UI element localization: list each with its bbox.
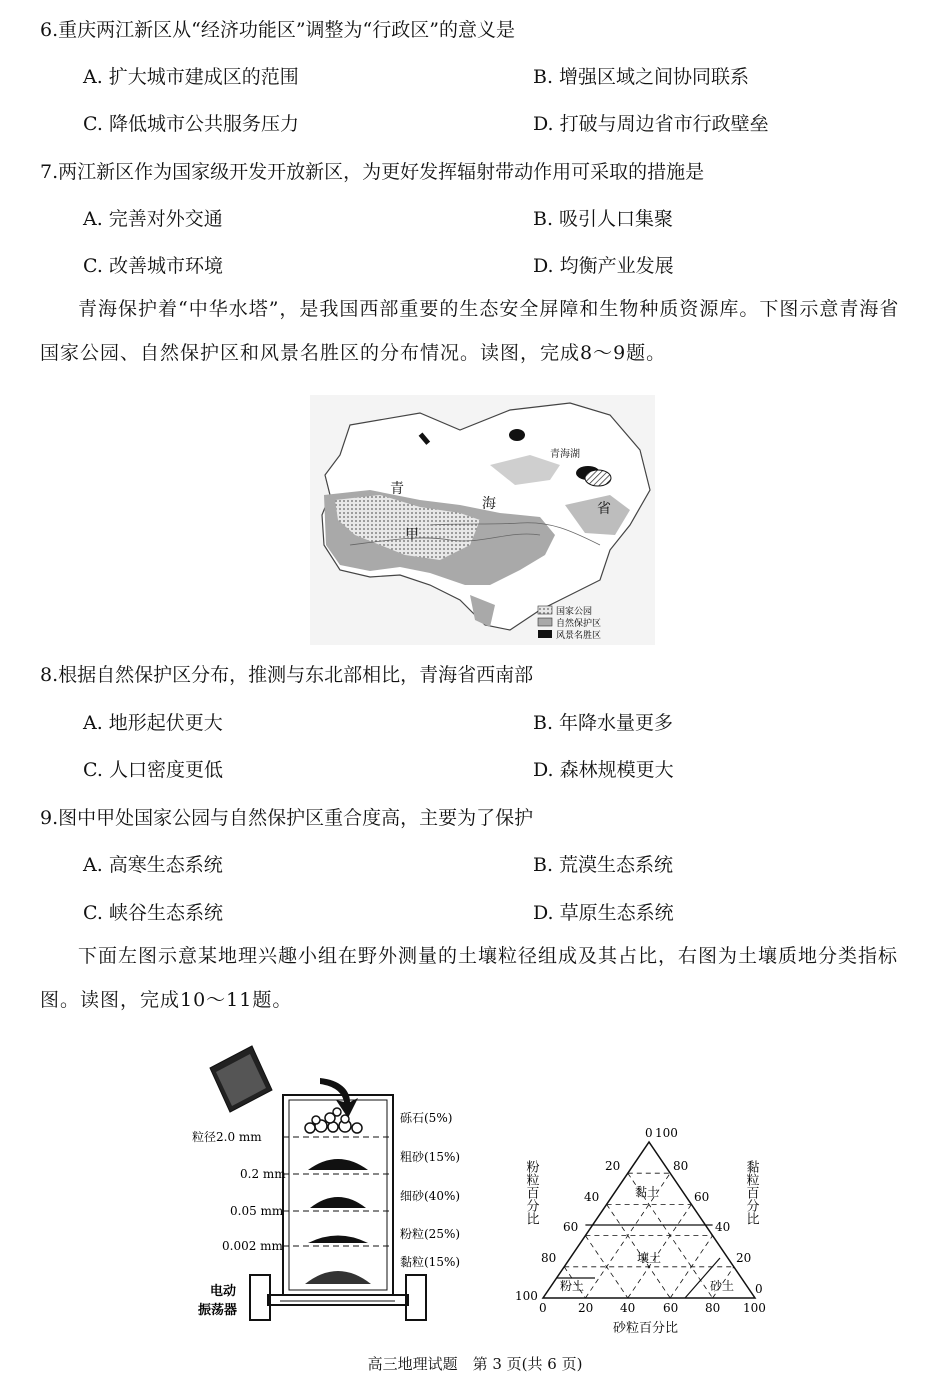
- left-tick-40: 40: [584, 1190, 600, 1204]
- device-label-line2: 振荡器: [198, 1303, 238, 1318]
- device-label-line1: 电动: [210, 1284, 237, 1299]
- right-axis-title: 黏粒百分比: [743, 1160, 759, 1225]
- intro-paragraph-8-9: 青海保护着“中华水塔”，是我国西部重要的生态安全屏障和生物种质资源库。下图示意青海省国家公园、自然保护区和风景名胜区的分布情况。读图，完成8～9题。: [40, 298, 900, 364]
- legend-nature-reserve: 自然保护区: [556, 619, 602, 629]
- question-7-option-b[interactable]: B. 吸引人口集聚: [533, 208, 674, 230]
- right-tick-80: 80: [673, 1159, 689, 1173]
- question-6-option-d[interactable]: D. 打破与周边省市行政壁垒: [533, 113, 769, 135]
- bottom-tick-20: 20: [578, 1301, 594, 1315]
- left-axis-title: 粉粒百分比: [523, 1160, 539, 1225]
- question-9-option-c[interactable]: C. 峡谷生态系统: [83, 902, 223, 924]
- right-tick-40: 40: [715, 1220, 731, 1234]
- bottom-tick-0: 0: [539, 1301, 547, 1315]
- layer-label-coarse-sand: 粗砂(15%): [400, 1150, 461, 1164]
- question-6-stem: 6.重庆两江新区从“经济功能区”调整为“行政区”的意义是: [40, 19, 515, 41]
- left-tick-80: 80: [541, 1251, 557, 1265]
- legend-scenic-area: 风景名胜区: [556, 631, 602, 641]
- size-label-2mm: 粒径2.0 mm: [192, 1130, 262, 1144]
- intro-paragraph-10-11: 下面左图示意某地理兴趣小组在野外测量的土壤粒径组成及其占比，右图为土壤质地分类指标图。读图，完成10～11题。: [40, 945, 899, 1011]
- size-label-0.2mm: 0.2 mm: [240, 1167, 286, 1181]
- question-6-option-c[interactable]: C. 降低城市公共服务压力: [83, 113, 299, 135]
- label-jia: 甲: [405, 527, 419, 543]
- question-9-option-b[interactable]: B. 荒漠生态系统: [533, 854, 674, 876]
- question-7-option-d[interactable]: D. 均衡产业发展: [533, 255, 674, 277]
- question-7-option-c[interactable]: C. 改善城市环境: [83, 255, 223, 277]
- qinghai-map: [310, 395, 655, 645]
- question-9-stem: 9.图中甲处国家公园与自然保护区重合度高，主要为了保护: [40, 807, 534, 829]
- soil-texture-triangle: [505, 1110, 775, 1340]
- question-6-option-a[interactable]: A. 扩大城市建成区的范围: [83, 66, 299, 88]
- question-7-option-a[interactable]: A. 完善对外交通: [83, 208, 223, 230]
- layer-label-fine-sand: 细砂(40%): [400, 1189, 461, 1203]
- left-tick-60: 60: [563, 1220, 579, 1234]
- question-8-stem: 8.根据自然保护区分布，推测与东北部相比，青海省西南部: [40, 664, 534, 686]
- question-7-stem: 7.两江新区作为国家级开发开放新区，为更好发挥辐射带动作用可采取的措施是: [40, 161, 705, 183]
- right-tick-20: 20: [736, 1251, 752, 1265]
- scenic-area: [509, 429, 525, 441]
- region-label-silt: 粉土: [560, 1279, 585, 1293]
- layer-label-clay: 黏粒(15%): [400, 1255, 461, 1269]
- label-qinghai-lake: 青海湖: [550, 449, 580, 460]
- region-label-loam: 壤土: [637, 1251, 662, 1265]
- size-label-0.002mm: 0.002 mm: [222, 1239, 283, 1253]
- label-qing: 青: [390, 481, 404, 497]
- region-label-sand: 砂土: [710, 1279, 735, 1293]
- right-tick-60: 60: [694, 1190, 710, 1204]
- layer-label-gravel: 砾石(5%): [400, 1111, 453, 1125]
- right-tick-100: 100: [655, 1126, 678, 1140]
- question-6-option-b[interactable]: B. 增强区域之间协同联系: [533, 66, 750, 88]
- bottom-tick-100: 100: [743, 1301, 766, 1315]
- question-9-option-a[interactable]: A. 高寒生态系统: [83, 854, 223, 876]
- bottom-axis-title: 砂粒百分比: [613, 1321, 679, 1336]
- question-8-option-b[interactable]: B. 年降水量更多: [533, 712, 674, 734]
- size-label-0.05mm: 0.05 mm: [230, 1204, 284, 1218]
- label-sheng: 省: [597, 501, 611, 517]
- left-tick-20: 20: [605, 1159, 621, 1173]
- qinghai-lake: [585, 470, 611, 486]
- right-tick-0: 0: [755, 1282, 763, 1296]
- soil-sieve-diagram: [190, 1040, 472, 1330]
- legend-national-park: 国家公园: [556, 607, 593, 617]
- page-footer: 高三地理试题 第 3 页(共 6 页): [367, 1355, 583, 1373]
- layer-label-silt: 粉粒(25%): [400, 1227, 461, 1241]
- bottom-tick-40: 40: [620, 1301, 636, 1315]
- left-tick-100: 100: [515, 1289, 538, 1303]
- bottom-tick-80: 80: [705, 1301, 721, 1315]
- bottom-tick-60: 60: [663, 1301, 679, 1315]
- question-8-option-c[interactable]: C. 人口密度更低: [83, 759, 223, 781]
- left-tick-0: 0: [645, 1126, 653, 1140]
- question-8-option-a[interactable]: A. 地形起伏更大: [83, 712, 223, 734]
- label-hai: 海: [482, 496, 496, 512]
- question-9-option-d[interactable]: D. 草原生态系统: [533, 902, 674, 924]
- map-legend: [538, 605, 601, 641]
- region-label-clay: 黏土: [635, 1185, 660, 1199]
- question-8-option-d[interactable]: D. 森林规模更大: [533, 759, 674, 781]
